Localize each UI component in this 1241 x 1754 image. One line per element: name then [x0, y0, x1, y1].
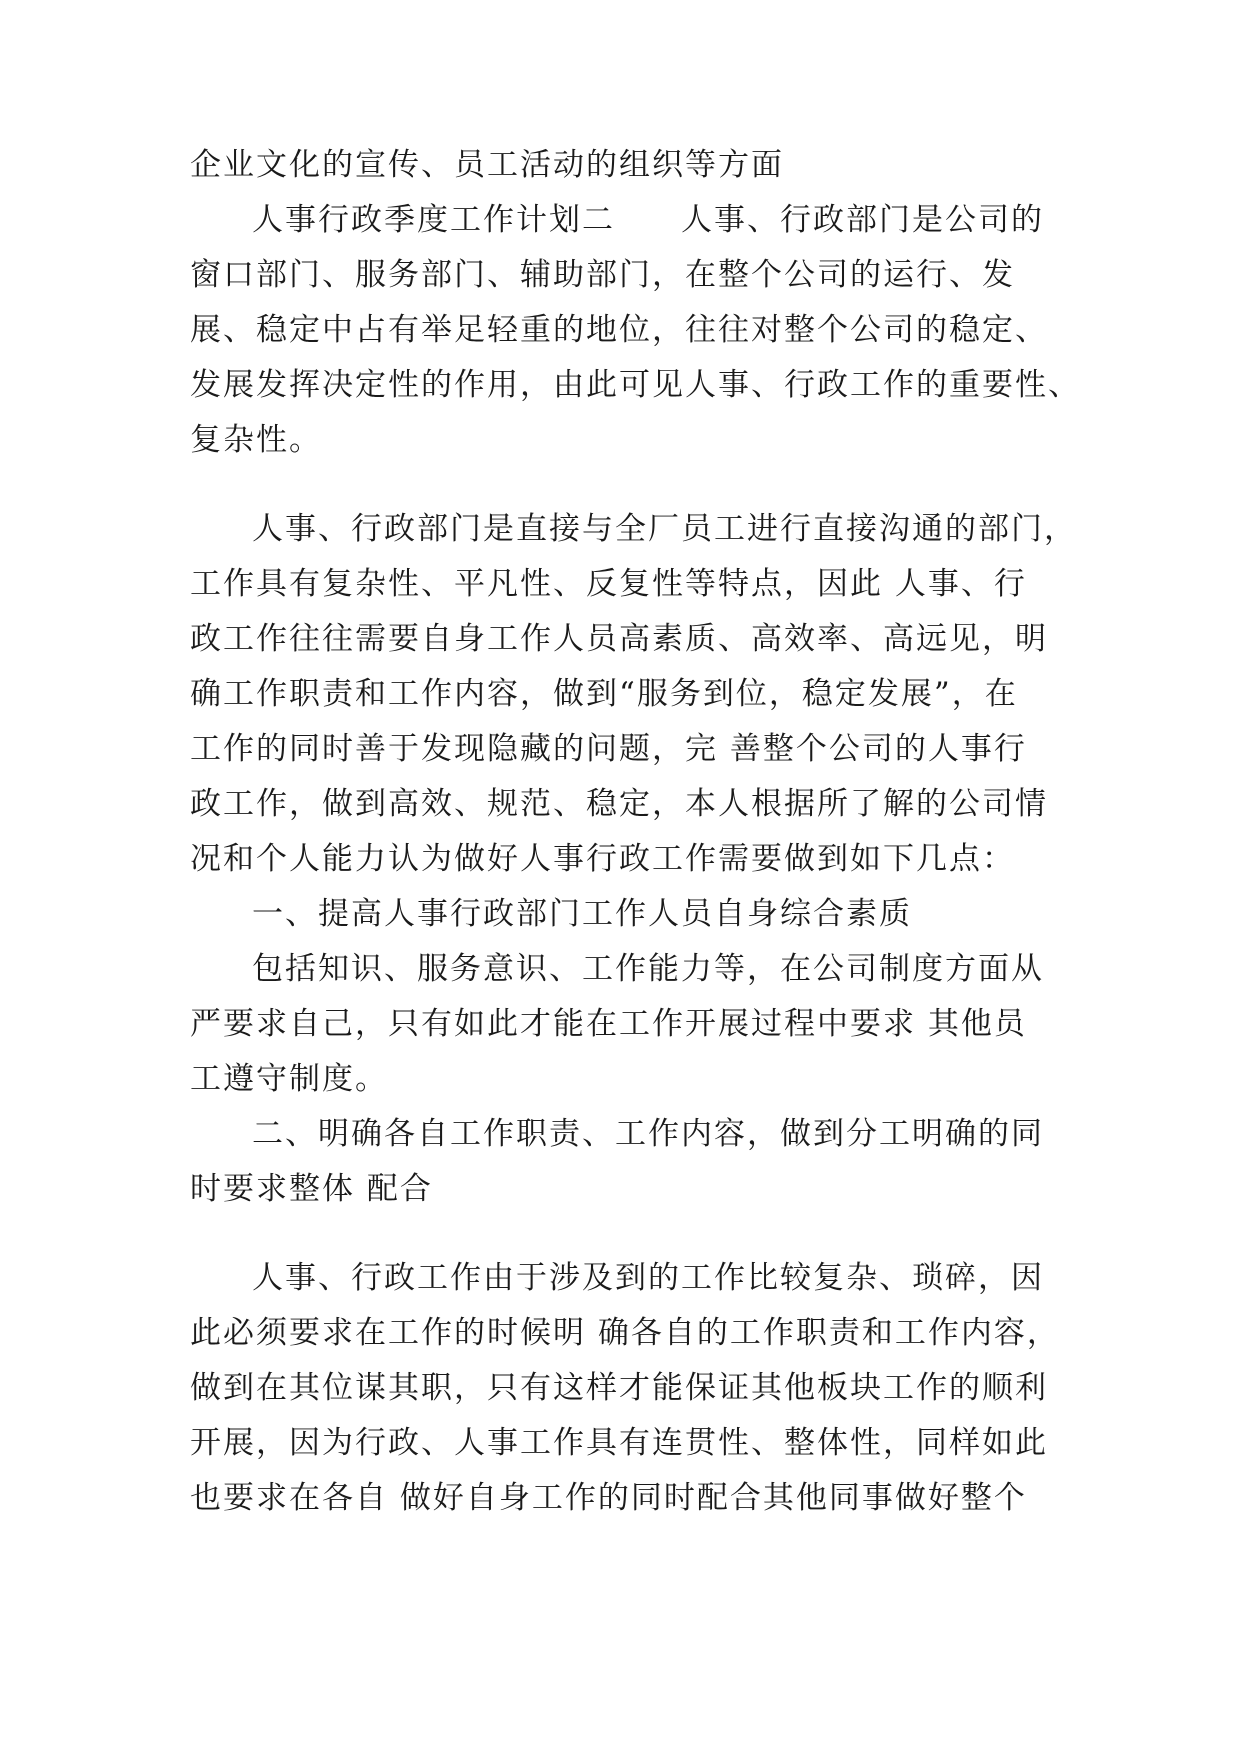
text-line: 况和个人能力认为做好人事行政工作需要做到如下几点：	[190, 841, 1015, 877]
text-line: 此必须要求在工作的时候明 确各自的工作职责和工作内容，	[190, 1315, 1060, 1351]
text-line: 一、提高人事行政部门工作人员自身综合素质	[252, 896, 912, 932]
text-line: 发展发挥决定性的作用，由此可见人事、行政工作的重要性、	[190, 367, 1081, 403]
text-line: 政工作往往需要自身工作人员高素质、高效率、高远见，明	[190, 621, 1048, 657]
text-line: 时要求整体 配合	[190, 1171, 433, 1207]
text-line: 包括知识、服务意识、工作能力等，在公司制度方面从	[252, 951, 1044, 987]
text-line: 窗口部门、服务部门、辅助部门，在整个公司的运行、发	[190, 257, 1015, 293]
text-line: 复杂性。	[190, 422, 322, 458]
text-line: 人事、行政部门是直接与全厂员工进行直接沟通的部门，	[252, 511, 1077, 547]
text-line: 确工作职责和工作内容，做到“服务到位，稳定发展”，在	[190, 676, 1018, 712]
text-line: 也要求在各自 做好自身工作的同时配合其他同事做好整个	[190, 1480, 1027, 1516]
text-line: 二、明确各自工作职责、工作内容，做到分工明确的同	[252, 1116, 1044, 1152]
text-line: 企业文化的宣传、员工活动的组织等方面	[190, 147, 784, 183]
text-line: 政工作，做到高效、规范、稳定，本人根据所了解的公司情	[190, 786, 1048, 822]
text-line: 人事行政季度工作计划二 人事、行政部门是公司的	[252, 202, 1044, 238]
text-line: 人事、行政工作由于涉及到的工作比较复杂、琐碎，因	[252, 1260, 1044, 1296]
text-line: 工作的同时善于发现隐藏的问题，完 善整个公司的人事行	[190, 731, 1027, 767]
text-line: 工作具有复杂性、平凡性、反复性等特点，因此 人事、行	[190, 566, 1027, 602]
text-line: 严要求自己，只有如此才能在工作开展过程中要求 其他员	[190, 1006, 1027, 1042]
text-line: 展、稳定中占有举足轻重的地位，往往对整个公司的稳定、	[190, 312, 1048, 348]
text-line: 做到在其位谋其职，只有这样才能保证其他板块工作的顺利	[190, 1370, 1048, 1406]
text-line: 开展，因为行政、人事工作具有连贯性、整体性，同样如此	[190, 1425, 1048, 1461]
text-line: 工遵守制度。	[190, 1061, 388, 1097]
